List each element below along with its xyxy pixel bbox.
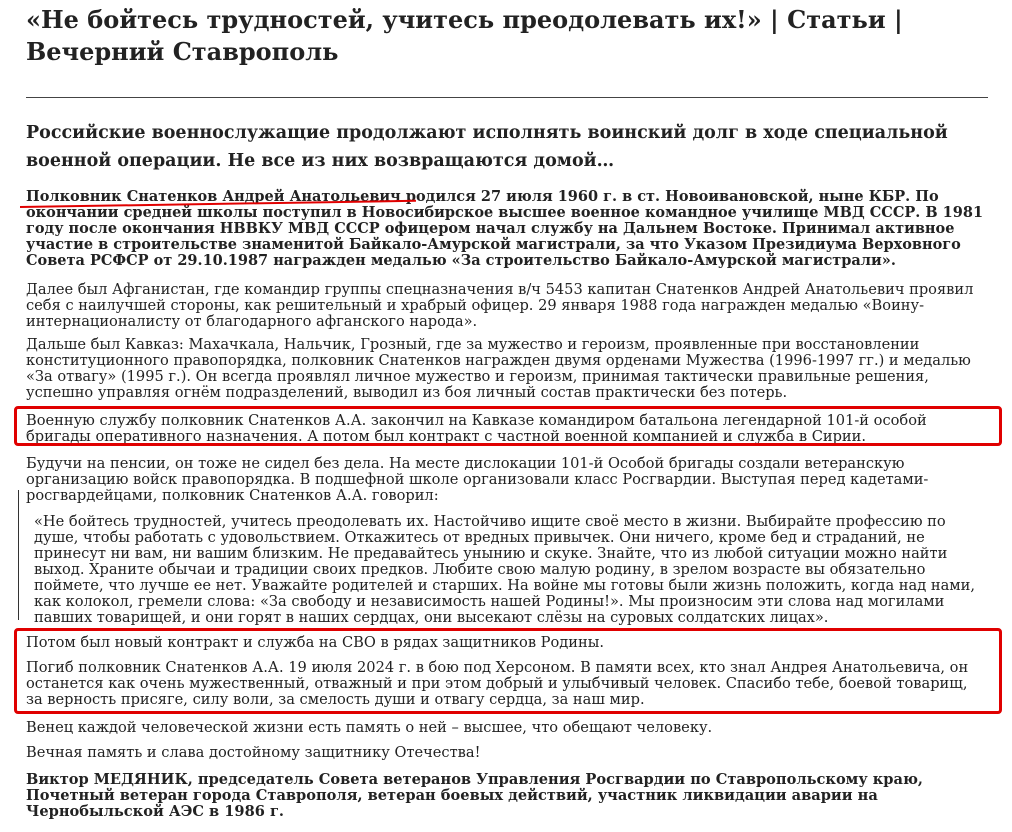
afghanistan-paragraph: Далее был Афганистан, где командир группы спецназначения в/ч 5453 капитан Снатенков Андрей Анатольевич проявил себя с наилучшей стороны, как решительный и храбрый офицер. 29 января 1988 года награжден медалью «Воину-интернационалисту от благодарного афганского народа».	[26, 281, 974, 330]
title-divider	[26, 97, 988, 98]
blockquote: «Не бойтесь трудностей, учитесь преодолевать их. Настойчиво ищите своё место в жизни. Выбирайте профессию по душе, чтобы работать с удовольствием. Откажитесь от вредных привычек. Они ничего, кроме бед и страданий, не принесут ни вам, ни вашим близким. Не предавайтесь унынию и скуке. Знайте, что из любой ситуации можно найти выход. Храните обычаи и традиции своих предков. Любите свою малую родину, в зрелом возрасте вы обязательно поймете, что лучше ее нет. Уважайте родителей и старших. На войне мы готовы были жизнь положить, когда над нами, как колокол, гремели слова: «За свободу и независимость нашей Родины!». Мы произносим эти слова над могилами павших товарищей, и они горят в наших сердцах, они высекают слёзы на суровых солдатских лицах».	[34, 513, 976, 626]
service-end-paragraph: Военную службу полковник Снатенков А.А. закончил на Кавказе командиром батальона легендарной 101-й особой бригады оперативного назначения. А потом был контракт с частной военной компанией и служба в Сирии.	[26, 412, 927, 445]
quote-border	[18, 490, 19, 620]
eternal-memory-paragraph: Вечная память и слава достойному защитнику Отечества!	[26, 744, 481, 761]
highlight-box-service	[14, 406, 1002, 446]
biography-paragraph: Полковник Снатенков Андрей Анатольевич родился 27 июля 1960 г. в ст. Новоивановской, ныне КБР. По окончании средней школы поступил в Новосибирское высшее военное командное училище МВД СССР. В 1981 году после окончания НВВКУ МВД СССР офицером начал службу на Дальнем Востоке. Принимал активное участие в строительстве знаменитой Байкало-Амурской магистрали, за что Указом Президиума Верховного Совета РСФСР от 29.10.1987 награжден медалью «За строительство Байкало-Амурской магистрали».	[26, 188, 984, 269]
page-title: «Не бойтесь трудностей, учитесь преодолевать их!» | Статьи | Вечерний Ставрополь	[26, 5, 903, 66]
retirement-paragraph: Будучи на пенсии, он тоже не сидел без дела. На месте дислокации 101-й Особой бригады создали ветеранскую организацию войск правопорядка. В подшефной школе организовали класс Росгвардии. Выступая перед кадетами-росгвардейцами, полковник Снатенков А.А. говорил:	[26, 455, 929, 504]
death-paragraph: Погиб полковник Снатенков А.А. 19 июля 2024 г. в бою под Херсоном. В памяти всех, кто знал Андрея Анатольевича, он останется как очень мужественный, отважный и при этом добрый и улыбчивый человек. Спасибо тебе, боевой товарищ, за верность присяге, силу воли, за смелость души и отвагу сердца, за наш мир.	[26, 659, 969, 708]
article-page	[26, 0, 988, 820]
article-lead: Российские военнослужащие продолжают исполнять воинский долг в ходе специальной военной операции. Не все из них возвращаются домой…	[26, 123, 948, 171]
svo-paragraph: Потом был новый контракт и служба на СВО в рядах защитников Родины.	[26, 634, 604, 651]
caucasus-paragraph: Дальше был Кавказ: Махачкала, Нальчик, Грозный, где за мужество и героизм, проявленные при восстановлении конституционного правопорядка, полковник Снатенков награжден двумя орденами Мужества (1996-1997 гг.) и медалью «За отвагу» (1995 г.). Он всегда проявлял личное мужество и героизм, принимая тактически правильные решения, успешно управляя огнём подразделений, выводил из боя личный состав практически без потерь.	[26, 336, 971, 401]
memory-paragraph: Венец каждой человеческой жизни есть память о ней – высшее, что обещают человеку.	[26, 719, 713, 736]
highlight-box-svo	[14, 628, 1002, 714]
author-signature: Виктор МЕДЯНИК, председатель Совета ветеранов Управления Росгвардии по Ставропольскому краю, Почетный ветеран города Ставрополя, ветеран боевых действий, участник ликвидации аварии на Чернобыльской АЭС в 1986 г.	[26, 771, 924, 820]
